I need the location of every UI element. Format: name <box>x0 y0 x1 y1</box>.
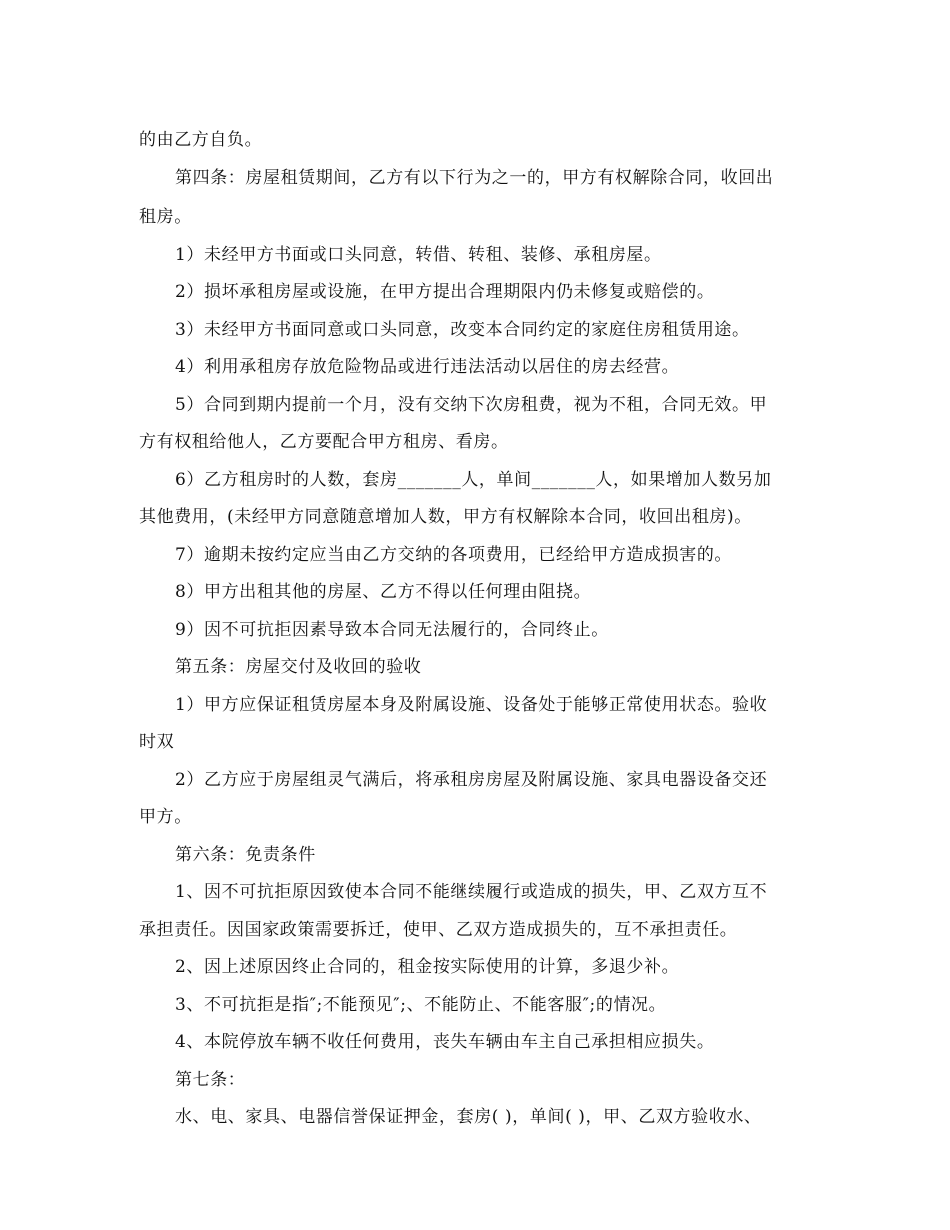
list-item: 3、不可抗拒是指″;不能预见″;、不能防止、不能客服″;的情况。 <box>175 995 667 1015</box>
text-line: 其他费用，(未经甲方同意随意增加人数，甲方有权解除本合同，收回出租房)。 <box>139 507 752 527</box>
list-item: 2）损坏承租房屋或设施，在甲方提出合理期限内仍未修复或赔偿的。 <box>175 282 715 302</box>
list-item: 4）利用承租房存放危险物品或进行违法活动以居住的房去经营。 <box>175 357 680 377</box>
text-line: 方有权租给他人，乙方要配合甲方租房、看房。 <box>139 432 509 452</box>
list-item: 9）因不可抗拒因素导致本合同无法履行的，合同终止。 <box>175 620 609 640</box>
list-item: 3）未经甲方书面同意或口头同意，改变本合同约定的家庭住房租赁用途。 <box>175 320 750 340</box>
text-line: 水、电、家具、电器信誉保证押金，套房( )，单间( )，甲、乙双方验收水、 <box>175 1107 762 1127</box>
article-7-heading: 第七条： <box>175 1070 246 1090</box>
list-item: 4、本院停放车辆不收任何费用，丧失车辆由车主自己承担相应损失。 <box>175 1032 715 1052</box>
list-item: 1、因不可抗拒原因致使本合同不能继续履行或造成的损失，甲、乙双方互不 <box>175 882 768 902</box>
list-item: 8）甲方出租其他的房屋、乙方不得以任何理由阻挠。 <box>175 582 592 602</box>
list-item: 5）合同到期内提前一个月，没有交纳下次房租费，视为不租，合同无效。甲 <box>175 395 768 415</box>
article-4-heading: 第四条：房屋租赁期间，乙方有以下行为之一的，甲方有权解除合同，收回出 <box>175 168 774 188</box>
text-line: 时双 <box>139 732 175 752</box>
list-item: 2）乙方应于房屋组灵气满后，将承租房房屋及附属设施、家具电器设备交还 <box>175 770 768 790</box>
article-5-heading: 第五条：房屋交付及收回的验收 <box>175 657 422 677</box>
list-item: 2、因上述原因终止合同的，租金按实际使用的计算，多退少补。 <box>175 957 680 977</box>
list-item: 1）未经甲方书面或口头同意，转借、转租、装修、承租房屋。 <box>175 245 662 265</box>
text-line: 承担责任。因国家政策需要拆迁，使甲、乙双方造成损失的，互不承担责任。 <box>139 920 738 940</box>
article-6-heading: 第六条：免责条件 <box>175 845 316 865</box>
list-item: 7）逾期未按约定应当由乙方交纳的各项费用，已经给甲方造成损害的。 <box>175 545 733 565</box>
text-line: 甲方。 <box>139 807 192 827</box>
text-line: 租房。 <box>139 207 192 227</box>
list-item: 1）甲方应保证租赁房屋本身及附属设施、设备处于能够正常使用状态。验收 <box>175 695 768 715</box>
list-item: 6）乙方租房时的人数，套房_______人，单间_______人，如果增加人数另加 <box>175 470 772 490</box>
text-line: 的由乙方自负。 <box>139 130 263 150</box>
